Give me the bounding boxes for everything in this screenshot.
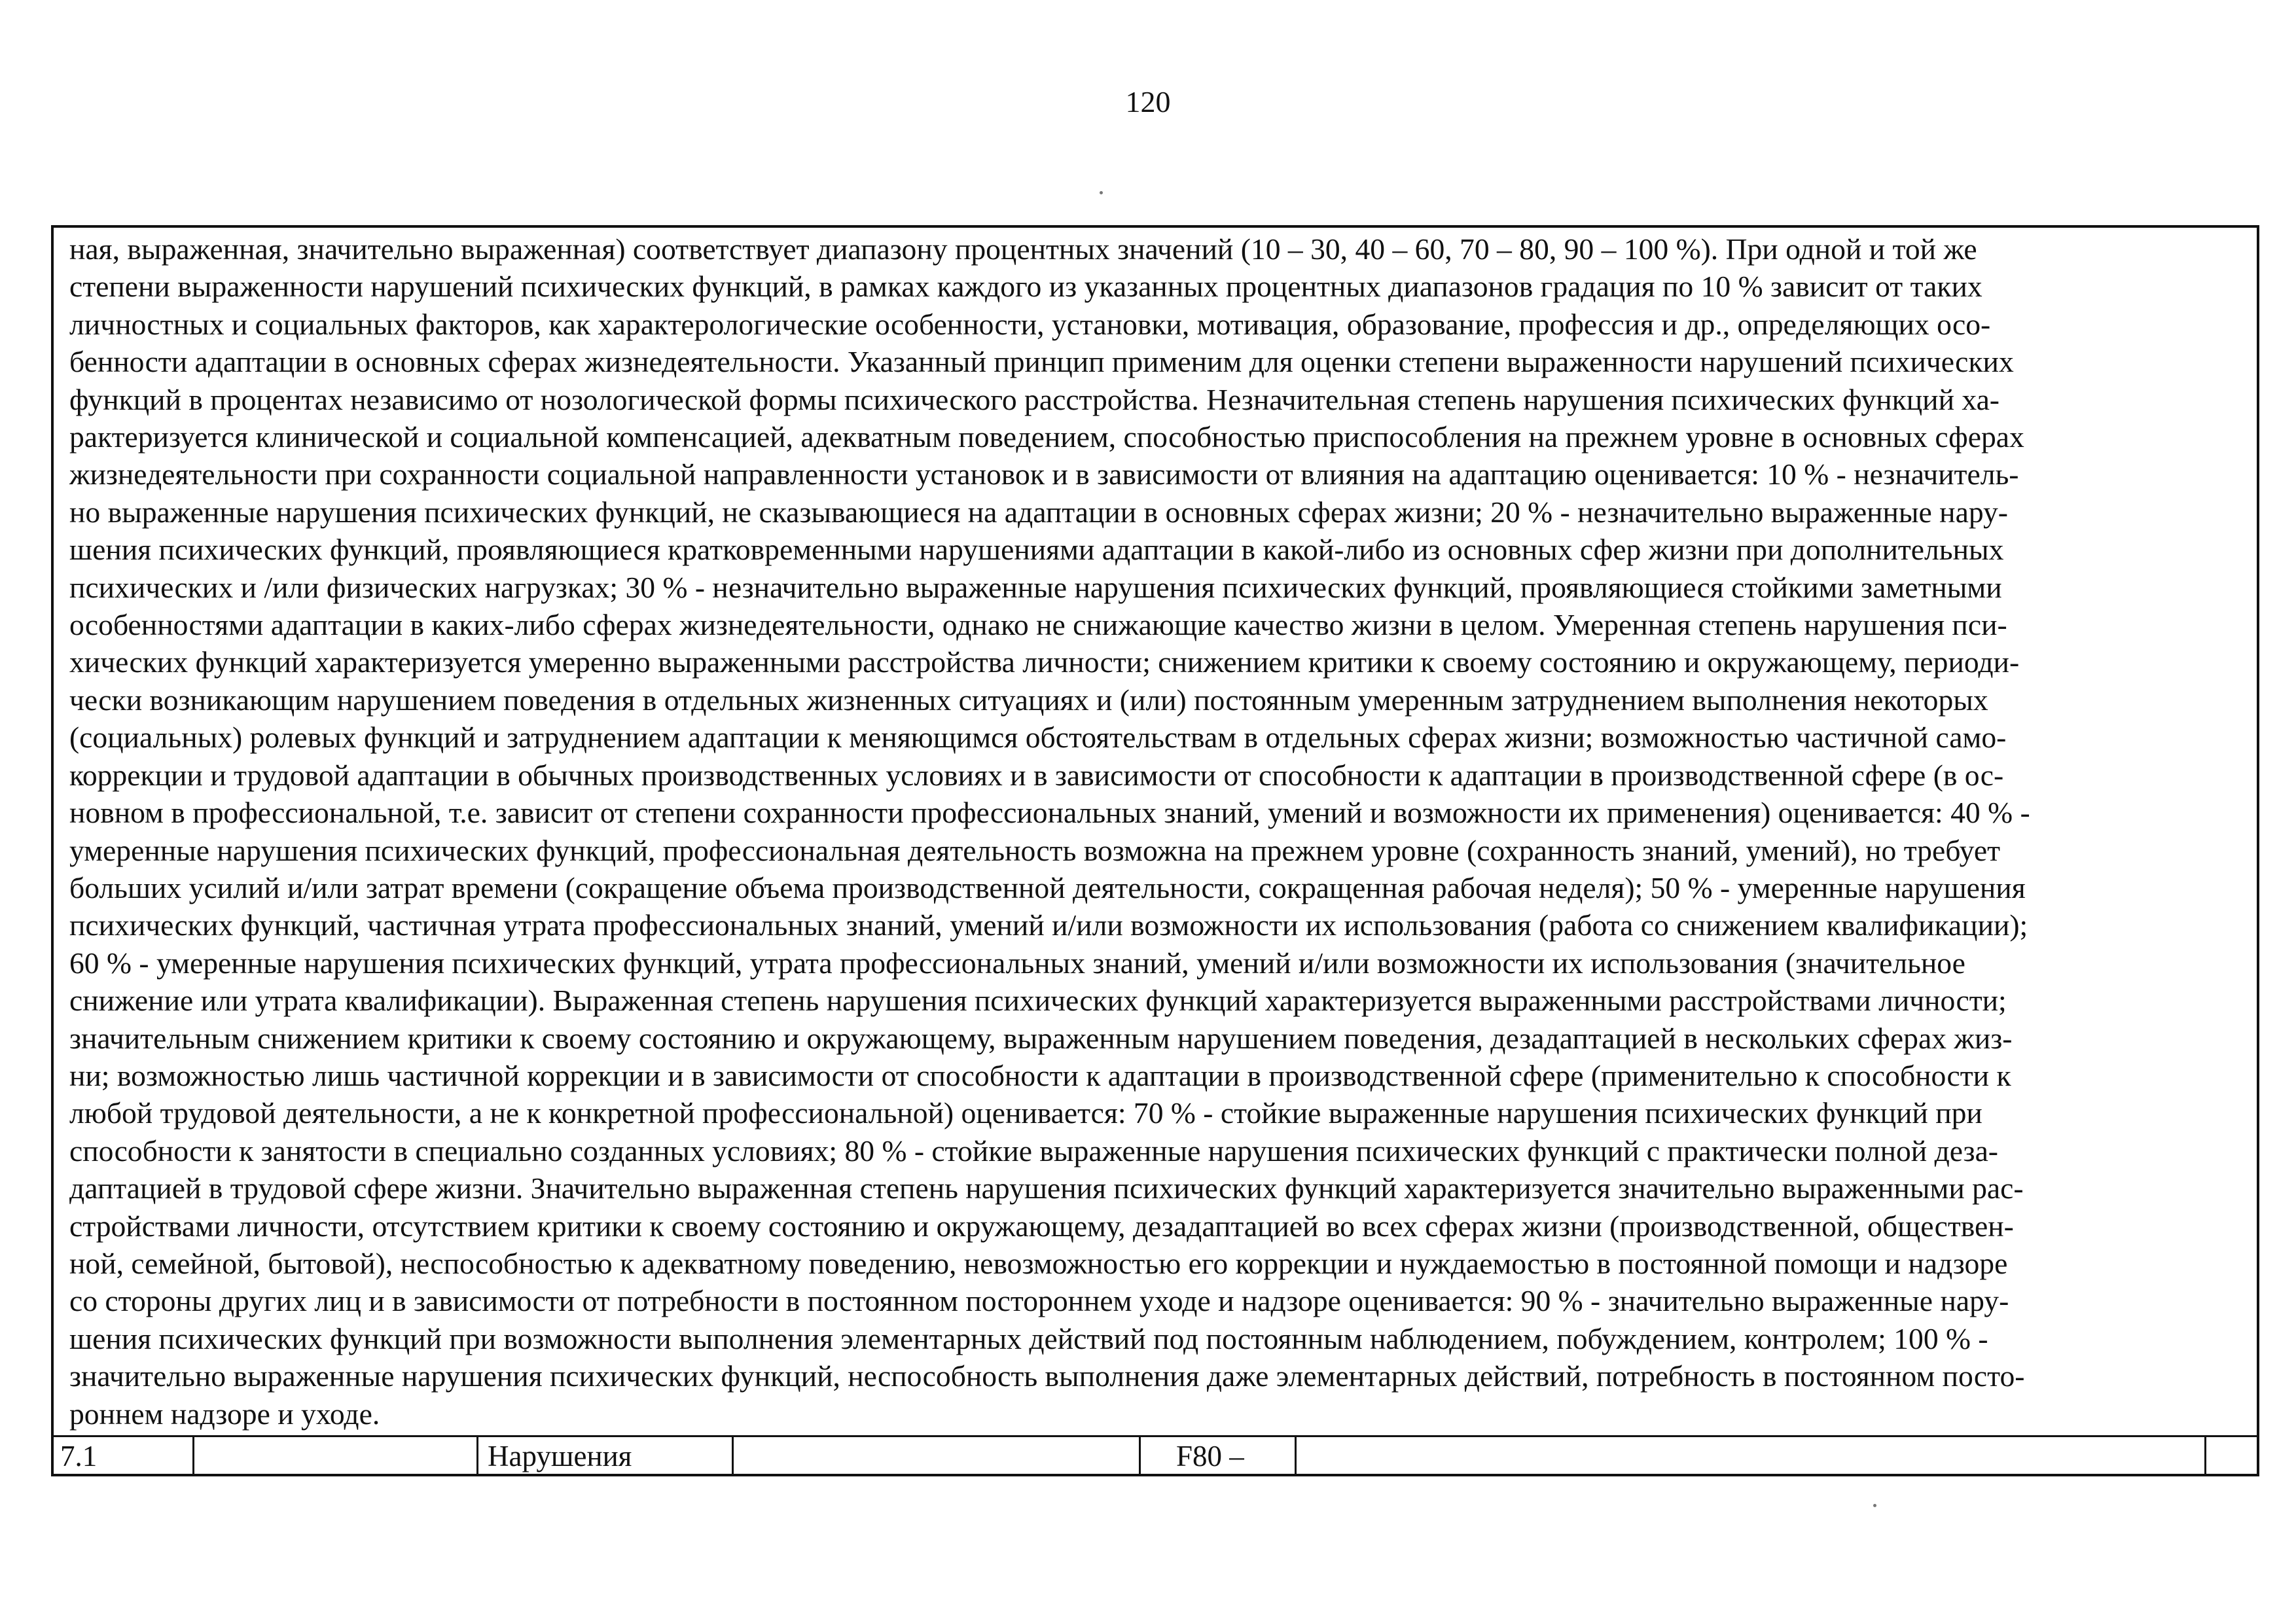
text-line: но выраженные нарушения психических функций, не сказывающиеся на адаптации в основных сферах жизни; 20 % - незначительно выраженные нару- xyxy=(69,495,2008,529)
text-line: 60 % - умеренные нарушения психических функций, утрата профессиональных знаний, умений и/или возможности их использования (значительное xyxy=(69,946,1965,980)
text-line: личностных и социальных факторов, как характерологические особенности, установки, мотивация, образование, профессия и др., определяющих осо- xyxy=(69,307,1991,341)
text-line: ная, выраженная, значительно выраженная) соответствует диапазону процентных значений (10 – 30, 40 – 60, 70 – 80, 90 – 100 %). При одной и той же xyxy=(69,232,1977,266)
text-line: со стороны других лиц и в зависимости от потребности в постоянном постороннем уходе и надзоре оценивается: 90 % - значительно выраженные нару- xyxy=(69,1284,2009,1318)
text-line: умеренные нарушения психических функций, профессиональная деятельность возможна на прежнем уровне (сохранность знаний, умений), но требует xyxy=(69,833,2001,867)
text-line: способности к занятости в специально созданных условиях; 80 % - стойкие выраженные нарушения психических функций с практически полной деза- xyxy=(69,1133,1998,1168)
text-line: функций в процентах независимо от нозологической формы психического расстройства. Незначительная степень нарушения психических функций ха- xyxy=(69,382,2000,416)
empty-cell xyxy=(192,1437,476,1474)
scan-artifact-dot xyxy=(1100,191,1103,194)
text-line: роннем надзоре и уходе. xyxy=(69,1397,380,1431)
text-line: ни; возможностью лишь частичной коррекции и в зависимости от способности к адаптации в производственной сфере (применительно к способности к xyxy=(69,1058,2011,1092)
text-line: шения психических функций, проявляющиеся кратковременными нарушениями адаптации в какой-либо из основных сфер жизни при дополнительных xyxy=(69,533,2004,567)
text-line: значительным снижением критики к своему состоянию и окружающему, выраженным нарушением поведения, дезадаптацией в нескольких сферах жиз- xyxy=(69,1021,2013,1055)
text-line: новном в профессиональной, т.е. зависит от степени сохранности профессиональных знаний, умений и возможности их применения) оценивается: 40 % - xyxy=(69,796,2030,830)
text-line: любой трудовой деятельности, а не к конкретной профессиональной) оценивается: 70 % - стойкие выраженные нарушения психических функций при xyxy=(69,1096,1982,1130)
table-row xyxy=(54,1435,2257,1474)
text-line: стройствами личности, отсутствием критики к своему состоянию и окружающему, дезадаптацией во всех сферах жизни (производственной, обществен- xyxy=(69,1209,2014,1243)
text-line: бенности адаптации в основных сферах жизнедеятельности. Указанный принцип применим для оценки степени выраженности нарушений психических xyxy=(69,345,2014,379)
text-line: даптацией в трудовой сфере жизни. Значительно выраженная степень нарушения психических функций характеризуется значительно выраженными рас- xyxy=(69,1171,2024,1205)
text-line: психических функций, частичная утрата профессиональных знаний, умений и/или возможности их использования (работа со снижением квалификации); xyxy=(69,908,2028,942)
disorder-name-cell: Нарушения xyxy=(476,1437,732,1474)
text-line: психических и /или физических нагрузках; 30 % - незначительно выраженные нарушения психических функций, проявляющиеся стойкими заметными xyxy=(69,570,2002,604)
text-line: степени выраженности нарушений психических функций, в рамках каждого из указанных процентных диапазонов градация по 10 % зависит от таких xyxy=(69,270,1982,304)
text-line: больших усилий и/или затрат времени (сокращение объема производственной деятельности, сокращенная рабочая неделя); 50 % - умеренные нарушения xyxy=(69,870,2026,904)
text-line: жизнедеятельности при сохранности социальной направленности установок и в зависимости от влияния на адаптацию оценивается: 10 % - незначитель- xyxy=(69,457,2019,491)
text-line: значительно выраженные нарушения психических функций, неспособность выполнения даже элементарных действий, потребность в постоянном посто- xyxy=(69,1359,2025,1393)
empty-cell xyxy=(2204,1437,2257,1474)
text-line: снижение или утрата квалификации). Выраженная степень нарушения психических функций характеризуется выраженными расстройствами личности; xyxy=(69,984,2007,1018)
page-number: 120 xyxy=(1125,85,1171,118)
text-line: хических функций характеризуется умеренно выраженными расстройства личности; снижением критики к своему состоянию и окружающему, периоди- xyxy=(69,645,2020,679)
text-line: коррекции и трудовой адаптации в обычных производственных условиях и в зависимости от способности к адаптации в производственной сфере (в ос- xyxy=(69,758,2004,792)
criteria-description-cell xyxy=(54,228,2257,1435)
text-line: особенностями адаптации в каких-либо сферах жизнедеятельности, однако не снижающие качество жизни в целом. Умеренная степень нарушения пси- xyxy=(69,608,2007,642)
empty-cell xyxy=(1295,1437,2204,1474)
empty-cell xyxy=(732,1437,1139,1474)
text-line: (социальных) ролевых функций и затруднением адаптации к меняющимся обстоятельствам в отдельных сферах жизни; возможностью частичной само- xyxy=(69,721,2007,755)
text-line: чески возникающим нарушением поведения в отдельных жизненных ситуациях и (или) постоянным умеренным затруднением выполнения некоторых xyxy=(69,683,1988,717)
scan-artifact-dot xyxy=(1873,1504,1876,1507)
row-number-cell: 7.1 xyxy=(60,1440,98,1472)
text-line: рактеризуется клинической и социальной компенсацией, адекватным поведением, способностью приспособления на прежнем уровне в основных сферах xyxy=(69,420,2024,454)
text-line: шения психических функций при возможности выполнения элементарных действий под постоянным наблюдением, побуждением, контролем; 100 % - xyxy=(69,1321,1988,1355)
criteria-table xyxy=(51,225,2259,1476)
text-line: ной, семейной, бытовой), неспособностью к адекватному поведению, невозможностью его коррекции и нуждаемостью в постоянной помощи и надзоре xyxy=(69,1246,2008,1280)
icd-code-cell: F80 – xyxy=(1139,1437,1295,1474)
